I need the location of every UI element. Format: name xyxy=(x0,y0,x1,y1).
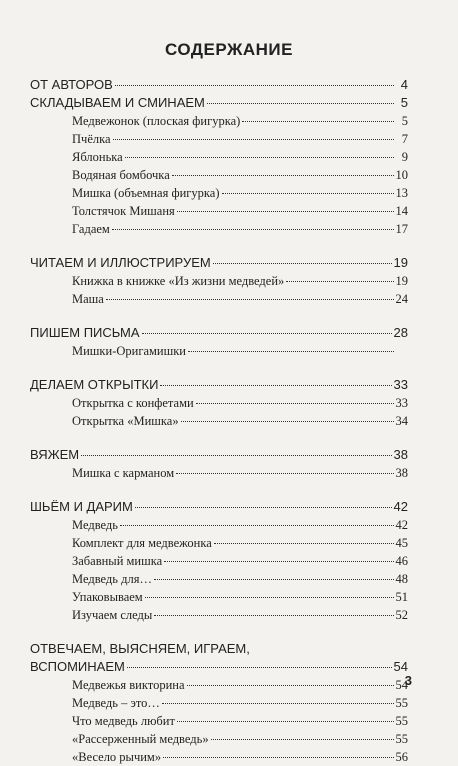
toc-item[interactable] xyxy=(30,220,408,238)
page-ref: 13 xyxy=(395,186,408,200)
toc-item[interactable] xyxy=(30,694,408,712)
leader-dots xyxy=(214,543,394,544)
item-title: Мишки-Оригамишки xyxy=(72,344,186,358)
page-ref: 34 xyxy=(395,414,408,428)
toc-section[interactable] xyxy=(30,446,408,464)
item-title: Маша xyxy=(72,292,104,306)
item-title: Гадаем xyxy=(72,222,110,236)
toc-item[interactable] xyxy=(30,412,408,430)
leader-dots xyxy=(163,757,393,758)
toc-section[interactable] xyxy=(30,94,408,112)
toc-item[interactable] xyxy=(30,130,408,148)
section-title: ДЕЛАЕМ ОТКРЫТКИ xyxy=(30,377,159,392)
page-ref: 10 xyxy=(395,168,408,182)
leader-dots xyxy=(160,385,391,386)
item-title: Медведь xyxy=(72,518,118,532)
leader-dots xyxy=(164,561,393,562)
page-ref: 48 xyxy=(395,572,408,586)
toc-item[interactable] xyxy=(30,748,408,766)
item-title: Водяная бомбочка xyxy=(72,168,170,182)
toc-item[interactable] xyxy=(30,342,408,360)
leader-dots xyxy=(187,685,394,686)
page-ref: 19 xyxy=(393,255,408,270)
item-title: Изучаем следы xyxy=(72,608,153,622)
item-title: Яблонька xyxy=(72,150,123,164)
page-ref: 28 xyxy=(393,325,408,340)
toc-item[interactable] xyxy=(30,570,408,588)
leader-dots xyxy=(172,175,394,176)
page-ref: 38 xyxy=(393,447,408,462)
leader-dots xyxy=(188,351,394,352)
toc-section[interactable] xyxy=(30,498,408,516)
toc-item[interactable] xyxy=(30,676,408,694)
leader-dots xyxy=(127,667,392,668)
toc-item[interactable] xyxy=(30,112,408,130)
page-ref: 24 xyxy=(395,292,408,306)
leader-dots xyxy=(154,579,394,580)
section-title: СКЛАДЫВАЕМ И СМИНАЕМ xyxy=(30,95,205,110)
section-gap xyxy=(30,308,408,324)
leader-dots xyxy=(177,721,394,722)
item-title: Мишка с карманом xyxy=(72,466,175,480)
toc-item[interactable] xyxy=(30,184,408,202)
page-ref: 5 xyxy=(401,114,408,128)
page-ref: 33 xyxy=(395,396,408,410)
table-of-contents xyxy=(30,76,408,766)
page-ref: 5 xyxy=(400,95,408,110)
page-ref: 56 xyxy=(395,750,408,764)
page-ref: 17 xyxy=(395,222,408,236)
toc-item[interactable] xyxy=(30,202,408,220)
leader-dots xyxy=(222,193,394,194)
page-ref: 51 xyxy=(395,590,408,604)
section-title: ПИШЕМ ПИСЬМА xyxy=(30,325,140,340)
toc-item[interactable] xyxy=(30,606,408,624)
leader-dots xyxy=(242,121,394,122)
page-ref: 38 xyxy=(395,466,408,480)
toc-item[interactable] xyxy=(30,464,408,482)
toc-item[interactable] xyxy=(30,552,408,570)
leader-dots xyxy=(211,739,394,740)
page-ref: 54 xyxy=(395,678,408,692)
leader-dots xyxy=(196,403,394,404)
leader-dots xyxy=(162,703,394,704)
page-ref: 46 xyxy=(395,554,408,568)
item-title: Книжка в книжке «Из жизни медведей» xyxy=(72,274,285,288)
toc-section[interactable] xyxy=(30,254,408,272)
item-title: Медведь для… xyxy=(72,572,152,586)
toc-section[interactable] xyxy=(30,324,408,342)
page-ref: 55 xyxy=(395,714,408,728)
section-gap xyxy=(30,624,408,640)
section-title: ВСПОМИНАЕМ xyxy=(30,659,125,674)
toc-section[interactable] xyxy=(30,376,408,394)
page-title: СОДЕРЖАНИЕ xyxy=(165,40,293,59)
leader-dots xyxy=(142,333,392,334)
page-ref: 45 xyxy=(395,536,408,550)
item-title: Упаковываем xyxy=(72,590,143,604)
item-title: Медвежья викторина xyxy=(72,678,185,692)
section-gap xyxy=(30,238,408,254)
toc-item[interactable] xyxy=(30,730,408,748)
section-title: ЧИТАЕМ И ИЛЛЮСТРИРУЕМ xyxy=(30,255,211,270)
section-gap xyxy=(30,482,408,498)
item-title: Медведь – это… xyxy=(72,696,160,710)
page-ref: 4 xyxy=(400,77,408,92)
item-title: «Весело рычим» xyxy=(72,750,162,764)
leader-dots xyxy=(112,229,394,230)
section-title: ОТ АВТОРОВ xyxy=(30,77,113,92)
section-gap xyxy=(30,360,408,376)
toc-item[interactable] xyxy=(30,712,408,730)
leader-dots xyxy=(154,615,393,616)
item-title: Толстячок Мишаня xyxy=(72,204,175,218)
section-title: ВЯЖЕМ xyxy=(30,447,80,462)
section-title: ШЬЁМ И ДАРИМ xyxy=(30,499,133,514)
toc-item[interactable] xyxy=(30,534,408,552)
leader-dots xyxy=(213,263,392,264)
page-ref: 19 xyxy=(395,274,408,288)
leader-dots xyxy=(176,473,393,474)
item-title: Открытка с конфетами xyxy=(72,396,194,410)
toc-section-line1[interactable] xyxy=(30,640,408,658)
item-title: Открытка «Мишка» xyxy=(72,414,179,428)
leader-dots xyxy=(177,211,394,212)
leader-dots xyxy=(106,299,394,300)
item-title: Мишка (объемная фигурка) xyxy=(72,186,220,200)
item-title: Забавный мишка xyxy=(72,554,163,568)
item-title: Комплект для медвежонка xyxy=(72,536,212,550)
page-ref: 42 xyxy=(395,518,408,532)
toc-item[interactable] xyxy=(30,290,408,308)
leader-dots xyxy=(120,525,394,526)
leader-dots xyxy=(135,507,392,508)
item-title: Медвежонок (плоская фигурка) xyxy=(72,114,241,128)
item-title: «Рассерженный медведь» xyxy=(72,732,209,746)
toc-item[interactable] xyxy=(30,166,408,184)
toc-item[interactable] xyxy=(30,588,408,606)
leader-dots xyxy=(125,157,394,158)
page-ref: 52 xyxy=(395,608,408,622)
toc-item[interactable] xyxy=(30,516,408,534)
leader-dots xyxy=(81,455,391,456)
leader-dots xyxy=(207,103,394,104)
item-title: Что медведь любит xyxy=(72,714,175,728)
leader-dots xyxy=(181,421,394,422)
page-number: 3 xyxy=(404,673,412,688)
toc-item[interactable] xyxy=(30,394,408,412)
leader-dots xyxy=(113,139,394,140)
section-gap xyxy=(30,430,408,446)
page-ref: 55 xyxy=(395,696,408,710)
toc-item[interactable] xyxy=(30,272,408,290)
leader-dots xyxy=(115,85,394,86)
page-ref: 42 xyxy=(393,499,408,514)
page-ref: 54 xyxy=(393,659,408,674)
toc-item[interactable] xyxy=(30,148,408,166)
page-ref: 55 xyxy=(395,732,408,746)
section-title: ОТВЕЧАЕМ, ВЫЯСНЯЕМ, ИГРАЕМ, xyxy=(30,641,250,656)
item-title: Пчёлка xyxy=(72,132,111,146)
page-ref: 9 xyxy=(401,150,408,164)
leader-dots xyxy=(286,281,393,282)
leader-dots xyxy=(145,597,394,598)
page-ref: 14 xyxy=(395,204,408,218)
page-ref: 33 xyxy=(393,377,408,392)
toc-section[interactable] xyxy=(30,76,408,94)
page-ref: 7 xyxy=(401,132,408,146)
toc-section[interactable] xyxy=(30,658,408,676)
